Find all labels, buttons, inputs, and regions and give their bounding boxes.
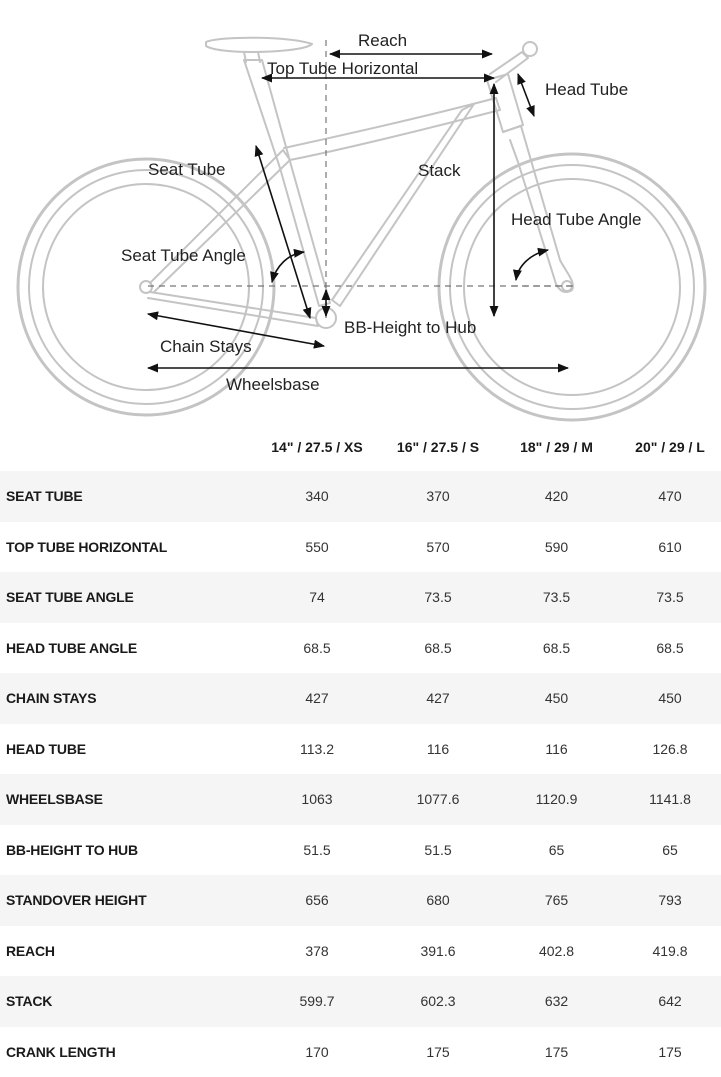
- head-tube-arrow: [518, 74, 534, 116]
- cell-value: 1077.6: [382, 774, 494, 825]
- cell-value: 680: [382, 875, 494, 926]
- geometry-table-header: [0, 423, 721, 471]
- cell-value: 427: [382, 673, 494, 724]
- cell-value: 1141.8: [619, 774, 721, 825]
- table-row: [0, 1027, 721, 1077]
- seat-tube-label: Seat Tube: [148, 160, 226, 179]
- row-label: HEAD TUBE: [0, 724, 252, 775]
- cell-value: 65: [494, 825, 619, 876]
- stack-label: Stack: [418, 161, 461, 180]
- cell-value: 656: [252, 875, 382, 926]
- cell-value: 68.5: [619, 623, 721, 674]
- cell-value: 419.8: [619, 926, 721, 977]
- row-label: BB-HEIGHT TO HUB: [0, 825, 252, 876]
- cell-value: 126.8: [619, 724, 721, 775]
- cell-value: 1120.9: [494, 774, 619, 825]
- row-label: TOP TUBE HORIZONTAL: [0, 522, 252, 573]
- column-header-size: 20" / 29 / L: [619, 423, 721, 471]
- cell-value: 73.5: [619, 572, 721, 623]
- cell-value: 402.8: [494, 926, 619, 977]
- row-label: REACH: [0, 926, 252, 977]
- top-tube-horizontal-label: Top Tube Horizontal: [267, 59, 419, 78]
- cell-value: 427: [252, 673, 382, 724]
- cell-value: 610: [619, 522, 721, 573]
- cell-value: 632: [494, 976, 619, 1027]
- table-row: [0, 825, 721, 876]
- table-row: [0, 976, 721, 1027]
- cell-value: 68.5: [252, 623, 382, 674]
- cell-value: 470: [619, 471, 721, 522]
- row-label: STANDOVER HEIGHT: [0, 875, 252, 926]
- cell-value: 113.2: [252, 724, 382, 775]
- bike-geometry-diagram: [0, 0, 721, 425]
- table-row: [0, 471, 721, 522]
- table-row: [0, 774, 721, 825]
- cell-value: 175: [494, 1027, 619, 1077]
- cell-value: 793: [619, 875, 721, 926]
- cell-value: 370: [382, 471, 494, 522]
- cell-value: 420: [494, 471, 619, 522]
- cell-value: 378: [252, 926, 382, 977]
- cell-value: 73.5: [494, 572, 619, 623]
- head-tube-angle-arc: [516, 250, 548, 280]
- row-label: SEAT TUBE ANGLE: [0, 572, 252, 623]
- row-label: WHEELSBASE: [0, 774, 252, 825]
- cell-value: 550: [252, 522, 382, 573]
- cell-value: 765: [494, 875, 619, 926]
- table-row: [0, 724, 721, 775]
- cell-value: 73.5: [382, 572, 494, 623]
- table-row: [0, 673, 721, 724]
- row-label: HEAD TUBE ANGLE: [0, 623, 252, 674]
- cell-value: 570: [382, 522, 494, 573]
- cell-value: 599.7: [252, 976, 382, 1027]
- table-row: [0, 572, 721, 623]
- header-blank: [0, 423, 252, 471]
- column-header-size: 16" / 27.5 / S: [382, 423, 494, 471]
- row-label: STACK: [0, 976, 252, 1027]
- cell-value: 450: [494, 673, 619, 724]
- chain-stays-label: Chain Stays: [160, 337, 252, 356]
- cell-value: 340: [252, 471, 382, 522]
- cell-value: 68.5: [494, 623, 619, 674]
- cell-value: 175: [382, 1027, 494, 1077]
- table-row: [0, 926, 721, 977]
- cell-value: 65: [619, 825, 721, 876]
- head-tube-angle-label: Head Tube Angle: [511, 210, 642, 229]
- row-label: CRANK LENGTH: [0, 1027, 252, 1077]
- cell-value: 116: [494, 724, 619, 775]
- diagram-labels: [121, 31, 641, 394]
- column-header-size: 18" / 29 / M: [494, 423, 619, 471]
- cell-value: 51.5: [382, 825, 494, 876]
- seat-tube-arrow: [256, 146, 310, 318]
- bb-height-label: BB-Height to Hub: [344, 318, 477, 337]
- cell-value: 602.3: [382, 976, 494, 1027]
- wheelsbase-label: Wheelsbase: [226, 375, 320, 394]
- table-row: [0, 623, 721, 674]
- cell-value: 175: [619, 1027, 721, 1077]
- cell-value: 391.6: [382, 926, 494, 977]
- cell-value: 450: [619, 673, 721, 724]
- reach-label: Reach: [358, 31, 408, 50]
- seat-tube-angle-arc: [272, 252, 304, 282]
- cell-value: 68.5: [382, 623, 494, 674]
- geometry-table: [0, 423, 721, 1077]
- column-header-size: 14" / 27.5 / XS: [252, 423, 382, 471]
- cell-value: 74: [252, 572, 382, 623]
- cell-value: 1063: [252, 774, 382, 825]
- row-label: SEAT TUBE: [0, 471, 252, 522]
- seat-tube-angle-label: Seat Tube Angle: [121, 246, 246, 265]
- cell-value: 116: [382, 724, 494, 775]
- row-label: CHAIN STAYS: [0, 673, 252, 724]
- cell-value: 590: [494, 522, 619, 573]
- table-row: [0, 875, 721, 926]
- table-row: [0, 522, 721, 573]
- cell-value: 51.5: [252, 825, 382, 876]
- cell-value: 642: [619, 976, 721, 1027]
- geometry-table-body: [0, 471, 721, 1077]
- head-tube-label: Head Tube: [545, 80, 629, 99]
- cell-value: 170: [252, 1027, 382, 1077]
